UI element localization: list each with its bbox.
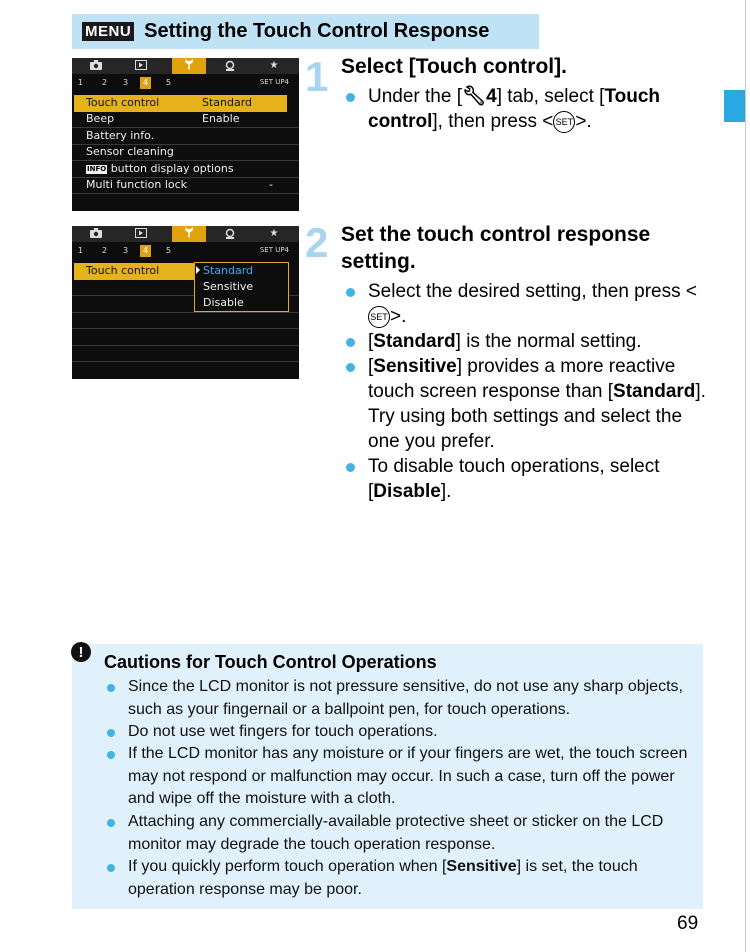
text: ] provides a more reactive touch screen response than [ <box>368 356 676 402</box>
caution-bullet-2: Do not use wet fingers for touch operations. <box>128 721 693 744</box>
bold-text: Touch control <box>368 86 661 132</box>
row-label: Multi function lock <box>86 178 188 191</box>
bold-text: Standard <box>373 331 456 352</box>
tab-number-5: 5 <box>166 78 172 87</box>
menu-row-empty <box>72 345 299 362</box>
text: Under the [ <box>368 86 462 107</box>
section-title-bar <box>72 14 539 49</box>
caution-icon: ! <box>71 642 91 662</box>
tab-number-4-active: 4 <box>140 245 151 257</box>
play-icon <box>134 228 148 240</box>
bold-text: Standard <box>613 381 696 402</box>
row-value: - <box>269 178 273 191</box>
step-number-2: 2 <box>305 219 329 266</box>
camera-icon <box>89 228 103 240</box>
text: Select the desired setting, then press < <box>368 281 698 302</box>
tab-number: 4 <box>486 86 497 107</box>
wrench-icon <box>172 226 206 242</box>
menu-row-sensor-cleaning <box>72 144 299 161</box>
text: ] tab, select [ <box>496 86 605 107</box>
custom-icon <box>223 60 237 72</box>
option-disable: Disable <box>203 296 244 309</box>
menu-row-empty <box>72 312 299 329</box>
menu-row-empty <box>72 362 299 378</box>
star-icon: ★ <box>269 228 279 239</box>
menu-row-touch-control <box>74 95 287 112</box>
caution-bullet-5 <box>128 856 693 901</box>
setup-page-label: SET UP4 <box>259 78 289 86</box>
row-label: Sensor cleaning <box>86 145 174 158</box>
text: ] is set, the touch operation response may be poor. <box>128 858 638 898</box>
set-button-icon: SET <box>368 306 390 328</box>
option-standard: Standard <box>203 264 254 277</box>
bold-text: Sensitive <box>446 858 517 875</box>
caution-bullet-3: If the LCD monitor has any moisture or if your fingers are wet, the touch screen may not respond or malfunction may occur. In such a case, turn off the power and wipe off the moisture with a cloth. <box>128 743 693 811</box>
text: ]. Try using both settings and select the one you prefer. <box>368 381 706 452</box>
row-value: Standard <box>202 96 253 109</box>
step-1-bullet <box>368 84 713 134</box>
tab-number-3: 3 <box>123 78 129 87</box>
step-2-bullet-2 <box>368 329 713 354</box>
tab-number-4-active: 4 <box>140 77 151 89</box>
step-2-bullet-4 <box>368 454 713 504</box>
text: >. <box>390 306 407 327</box>
tab-number-2: 2 <box>102 78 108 87</box>
step-2-title: Set the touch control response setting. <box>341 223 651 273</box>
row-label: Touch control <box>86 96 160 109</box>
text: [ <box>368 356 374 377</box>
caution-bullet-4: Attaching any commercially-available protective sheet or sticker on the LCD monitor may degrade the touch operation response. <box>128 811 693 856</box>
wrench-icon: 🔧︎ <box>462 86 487 107</box>
touch-control-options-popup <box>194 262 289 312</box>
page-number: 69 <box>677 913 699 934</box>
menu-tab-bar <box>72 58 299 74</box>
setup-page-label: SET UP4 <box>259 246 289 254</box>
step-2-bullet-1 <box>368 279 713 329</box>
tab-number-5: 5 <box>166 246 172 255</box>
menu-badge: MENU <box>82 22 134 41</box>
camera-menu-screen-1 <box>72 58 299 211</box>
menu-row-empty <box>72 194 299 210</box>
bold-text: Sensitive <box>373 356 457 377</box>
star-icon: ★ <box>269 60 279 71</box>
tab-number-2: 2 <box>102 246 108 255</box>
text: ]. <box>440 481 452 502</box>
page-edge-line <box>745 0 746 952</box>
set-button-icon: SET <box>553 111 575 133</box>
row-label: Battery info. <box>86 129 155 142</box>
row-value: Enable <box>202 112 240 125</box>
menu-row-info-button <box>72 161 299 178</box>
text: ], then press < <box>432 111 554 132</box>
text: To disable touch operations, select [ <box>368 456 660 502</box>
caution-title: Cautions for Touch Control Operations <box>104 652 437 672</box>
menu-tab-bar <box>72 226 299 242</box>
text: [ <box>368 331 374 352</box>
row-label: Touch control <box>86 264 160 277</box>
row-label-text: button display options <box>110 162 234 175</box>
info-badge: INFO <box>87 165 107 173</box>
wrench-icon <box>172 58 206 74</box>
tab-number-3: 3 <box>123 246 129 255</box>
menu-row-beep <box>72 111 299 128</box>
menu-row-touch-control <box>74 263 194 280</box>
step-1-title: Select [Touch control]. <box>341 55 567 78</box>
page-title: Setting the Touch Control Response <box>144 20 490 42</box>
tab-number-1: 1 <box>78 78 84 87</box>
caution-bullet-1: Since the LCD monitor is not pressure sensitive, do not use any sharp objects, such as your fingernail or a ballpoint pen, for touch operations. <box>128 676 693 721</box>
text: >. <box>575 111 592 132</box>
tab-number-1: 1 <box>78 246 84 255</box>
menu-row-battery-info <box>72 128 299 145</box>
camera-menu-screen-2 <box>72 226 299 379</box>
text: ] is the normal setting. <box>455 331 642 352</box>
row-label <box>86 162 234 176</box>
step-2-bullet-3 <box>368 354 713 454</box>
step-number-1: 1 <box>305 53 329 100</box>
custom-icon <box>223 228 237 240</box>
chapter-side-tab <box>724 90 745 122</box>
menu-row-multi-function-lock <box>72 177 299 194</box>
menu-number-bar <box>72 74 299 92</box>
play-icon <box>134 60 148 72</box>
row-label: Beep <box>86 112 115 125</box>
camera-icon <box>89 60 103 72</box>
menu-number-bar <box>72 242 299 260</box>
option-sensitive: Sensitive <box>203 280 254 293</box>
menu-row-empty <box>72 329 299 346</box>
text: If you quickly perform touch operation when [ <box>128 858 447 875</box>
selection-arrow-icon <box>196 266 200 274</box>
bold-text: Disable <box>373 481 441 502</box>
